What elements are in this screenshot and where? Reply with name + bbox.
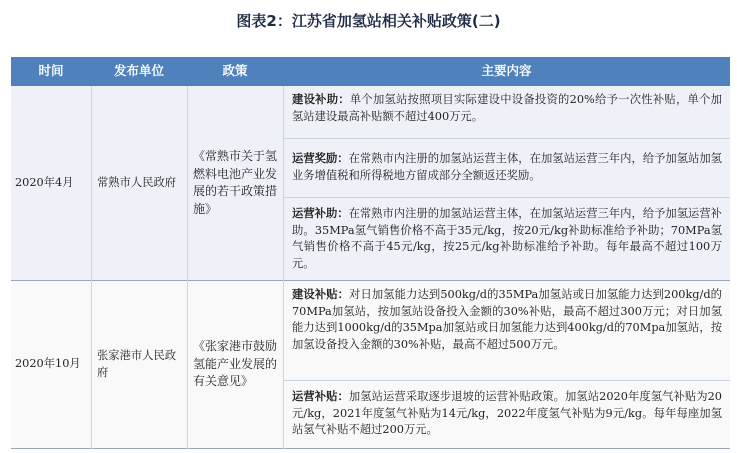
row1-issuer: 常熟市人民政府 [91,86,187,280]
item-text: 在常熟市内注册的加氢站运营主体，在加氢站运营三年内，给予加氢运营补助。35MPa氢气销售价格不高于35元/kg，按20元/kg补助标准给予补助；70MPa氢气销售价格不高于45元/kg，按25元/kg补助标准给予补助。每年最高不超过100万元。 [292,207,722,270]
item-text: 在常熟市内注册的加氢站运营主体，在加氢站运营三年内，给予加氢站加氢业务增值税和所得税地方留成部分全额返还奖励。 [292,152,722,182]
row2-issuer: 张家港市人民政府 [91,280,187,449]
header-time: 时间 [11,57,91,86]
row-divider [11,280,730,281]
item-label: 建设补贴： [292,287,350,301]
row1-item-construction [283,86,730,138]
policy-table [11,57,730,449]
header-content: 主要内容 [283,57,730,86]
item-label: 运营补助： [292,206,349,220]
item-text: 加氢站运营采取逐步退坡的运营补贴政策。加氢站2020年度氢气补贴为20元/kg，2021年度氢气补贴为14元/kg，2022年度氢气补贴为9元/kg。每年每座加氢站氢气补贴不超过200万元。 [292,390,722,436]
table-bottom-border [11,448,730,449]
row2-time: 2020年10月 [11,280,91,449]
item-label: 建设补助： [292,92,350,106]
row1-item-operation-reward [283,138,730,197]
item-label: 运营奖励： [292,151,349,165]
header-issuer: 发布单位 [91,57,187,86]
item-text: 单个加氢站按照项目实际建设中设备投资的20%给予一次性补贴，单个加氢站建设最高补贴额不超过400万元。 [292,93,722,123]
item-text: 对日加氢能力达到500kg/d的35MPa加氢站或日加氢能力达到200kg/d的70MPa加氢站，按加氢站设备投入金额的30%补贴，最高不超过300万元；对日加氢能力达到1000kg/d的35Mpa加氢站或日加氢能力达到400kg/d的70Mpa加氢站，按加氢设备投入金额的30%补贴，最高不超过500万元。 [292,288,722,351]
row2-policy: 《张家港市鼓励氢能产业发展的有关意见》 [187,280,283,449]
row1-item-operation-subsidy [283,197,730,280]
row1-policy: 《常熟市关于氢燃料电池产业发展的若干政策措施》 [187,86,283,280]
row1-time: 2020年4月 [11,86,91,280]
column-divider [187,86,188,449]
column-divider [91,86,92,449]
table-title: 图表2：江苏省加氢站相关补贴政策(二) [236,12,501,30]
column-divider [283,86,284,449]
row2-item-construction [283,280,730,380]
item-label: 运营补贴： [292,389,349,403]
item-divider [283,380,730,381]
header-policy: 政策 [187,57,283,86]
row2-item-operation-subsidy [283,380,730,449]
item-divider [283,138,730,139]
item-divider [283,197,730,198]
